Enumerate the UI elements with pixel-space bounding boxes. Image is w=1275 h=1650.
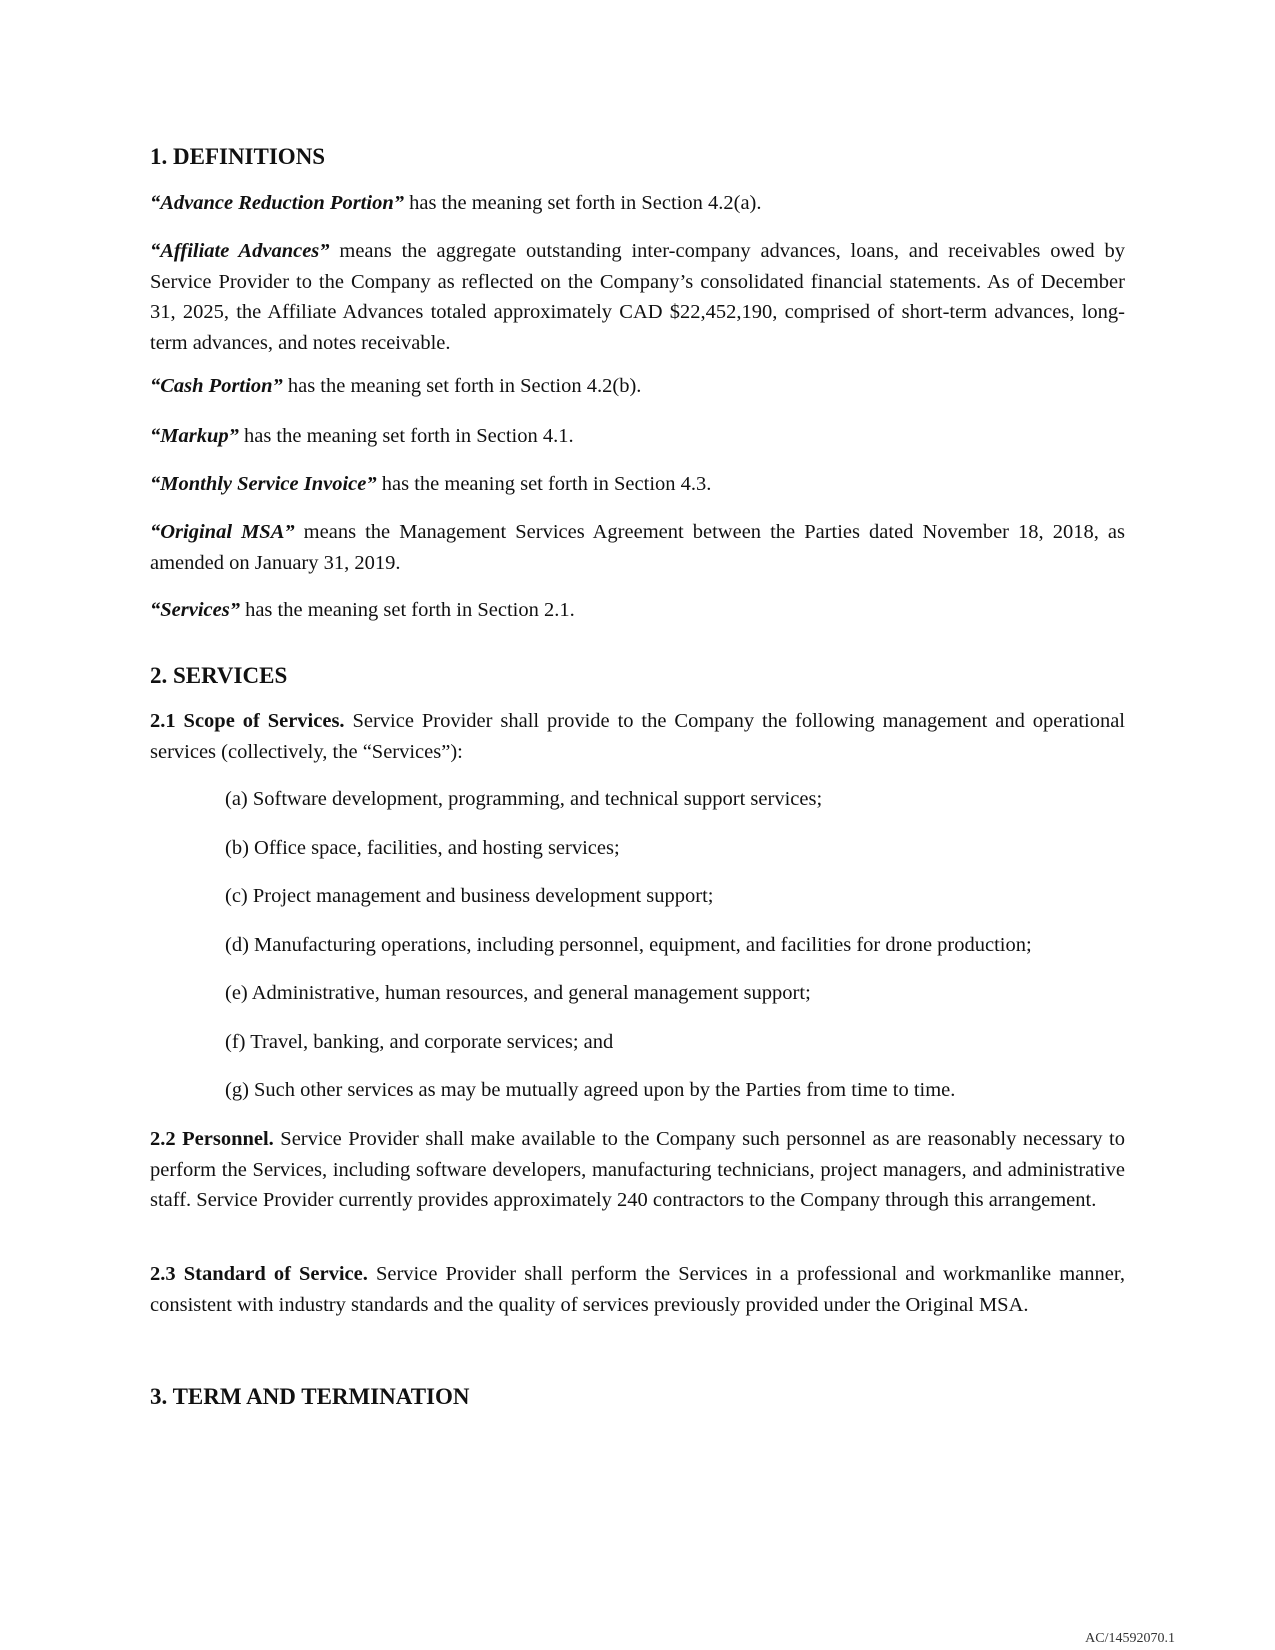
document-code: AC/14592070.1 <box>1085 1631 1175 1646</box>
defined-term: “Affiliate Advances” <box>150 240 330 262</box>
definition-text: has the meaning set forth in Section 4.3. <box>376 473 712 495</box>
definition-text: means the aggregate outstanding inter-company advances, loans, and receivables owed by Service Provider to the Company as reflected on the Company’s consolidated financial statements. As of December 31, 2025, the Affiliate Advances totaled approximately CAD $22,452,190, comprised of short-term advances, long-term advances, and notes receivable. <box>150 240 1125 354</box>
definition-advance-reduction-portion <box>150 188 1125 219</box>
subsection-personnel <box>150 1124 1125 1216</box>
definition-affiliate-advances <box>150 236 1125 358</box>
definition-original-msa <box>150 517 1125 578</box>
definition-text: has the meaning set forth in Section 2.1. <box>239 599 575 621</box>
definition-text: has the meaning set forth in Section 4.2(b). <box>282 375 642 397</box>
subsection-title: 2.3 Standard of Service. <box>150 1263 368 1285</box>
defined-term: “Advance Reduction Portion” <box>150 192 404 214</box>
subsection-text: Service Provider shall perform the Services in a professional and workmanlike manner, consistent with industry standards and the quality of services previously provided under the Original MSA. <box>150 1263 1125 1316</box>
subsection-title: 2.1 Scope of Services. <box>150 710 345 732</box>
defined-term: “Original MSA” <box>150 521 295 543</box>
services-list-item: (b) Office space, facilities, and hosting services; <box>225 837 620 859</box>
subsection-scope-of-services <box>150 706 1125 767</box>
definition-text: has the meaning set forth in Section 4.1. <box>238 425 574 447</box>
section-heading-definitions: 1. DEFINITIONS <box>150 144 326 169</box>
defined-term: “Monthly Service Invoice” <box>150 473 377 495</box>
definition-cash-portion <box>150 371 1125 402</box>
services-list-item: (e) Administrative, human resources, and general management support; <box>225 982 811 1004</box>
subsection-standard-of-service <box>150 1259 1125 1320</box>
definition-text: has the meaning set forth in Section 4.2(a). <box>403 192 762 214</box>
defined-term: “Services” <box>150 599 240 621</box>
services-list-item: (f) Travel, banking, and corporate services; and <box>225 1031 614 1053</box>
subsection-text: Service Provider shall make available to the Company such personnel as are reasonably necessary to perform the Services, including software developers, manufacturing technicians, project managers, and administrative staff. Service Provider currently provides approximately 240 contractors to the Company through this arrangement. <box>150 1128 1125 1211</box>
defined-term: “Markup” <box>150 425 239 447</box>
subsection-text: Service Provider shall provide to the Company the following management and operational services (collectively, the “Services”): <box>150 710 1126 763</box>
subsection-title: 2.2 Personnel. <box>150 1128 274 1150</box>
section-heading-services: 2. SERVICES <box>150 663 288 688</box>
defined-term: “Cash Portion” <box>150 375 283 397</box>
services-list-item: (d) Manufacturing operations, including personnel, equipment, and facilities for drone production; <box>225 934 1032 956</box>
services-list-item: (a) Software development, programming, and technical support services; <box>225 788 823 810</box>
services-list-item: (g) Such other services as may be mutually agreed upon by the Parties from time to time. <box>225 1079 956 1101</box>
definition-services <box>150 595 1125 626</box>
services-list-item: (c) Project management and business development support; <box>225 885 714 907</box>
section-heading-term-and-termination: 3. TERM AND TERMINATION <box>150 1384 470 1409</box>
definition-markup <box>150 421 1125 452</box>
definition-text: means the Management Services Agreement between the Parties dated November 18, 2018, as amended on January 31, 2019. <box>150 521 1125 574</box>
definition-monthly-service-invoice <box>150 469 1125 500</box>
